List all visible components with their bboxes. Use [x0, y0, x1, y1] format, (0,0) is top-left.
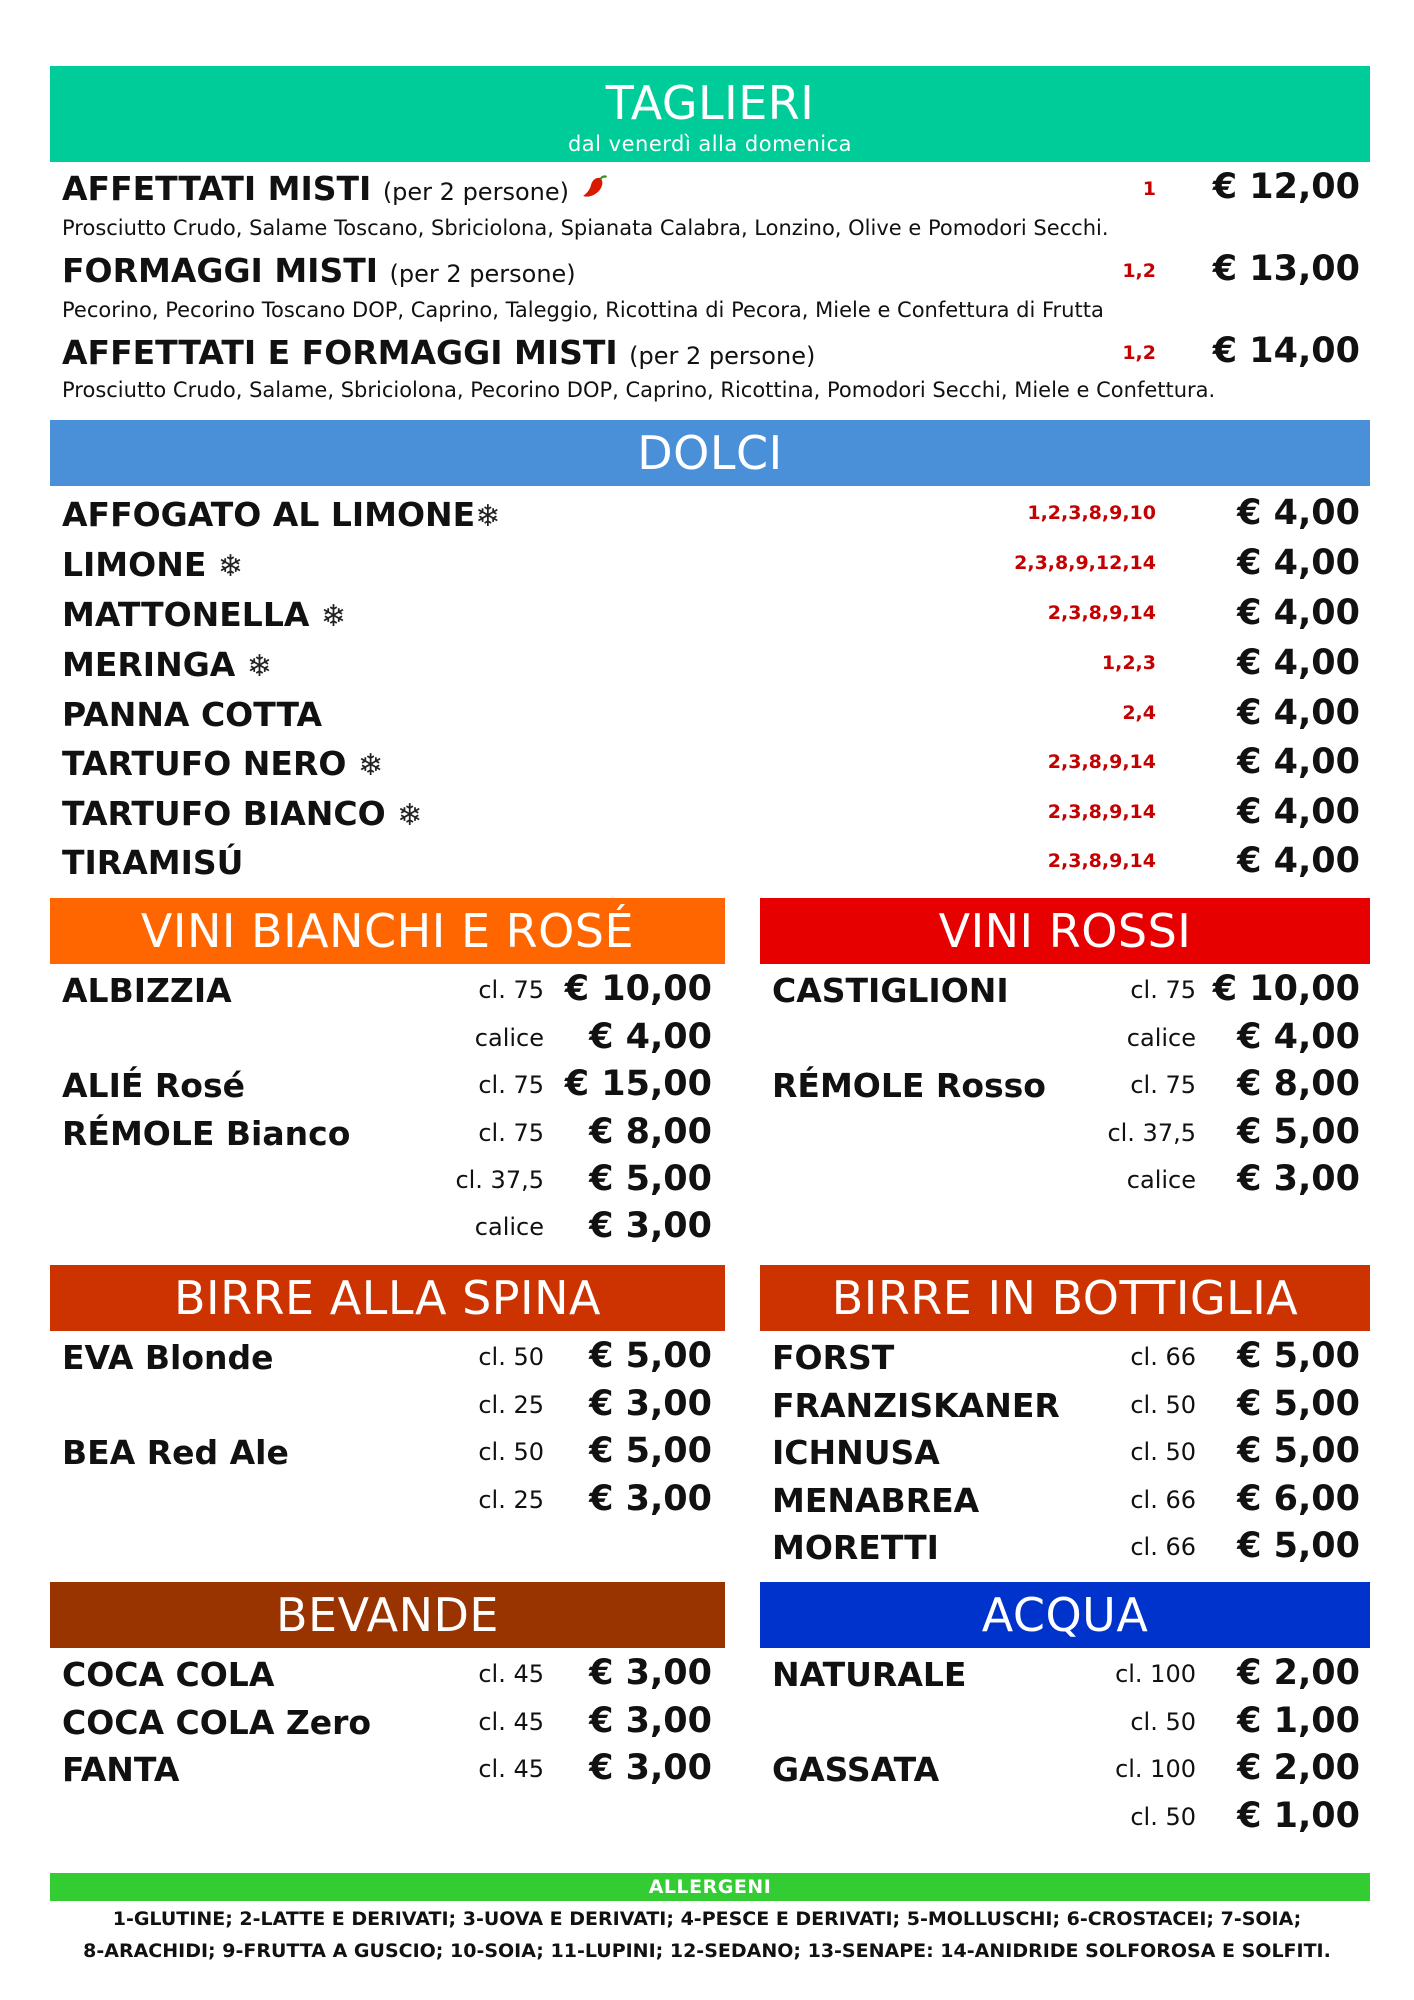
allergen-codes: 1,2,3,8,9,10 [1027, 502, 1156, 524]
wine-name: RÉMOLE Bianco [62, 1114, 351, 1153]
water-size: cl. 50 [1130, 1803, 1196, 1831]
wine-price: € 5,00 [1237, 1112, 1360, 1152]
bevande-header [50, 1582, 725, 1648]
beer-price: € 5,00 [1237, 1384, 1360, 1424]
item-price: € 14,00 [1212, 331, 1360, 371]
allergen-codes: 1,2 [1122, 342, 1156, 364]
drink-price: € 3,00 [589, 1748, 712, 1788]
item-note: (per 2 persone) [389, 260, 576, 288]
beer-name: FRANZISKANER [772, 1386, 1060, 1425]
beer-price: € 6,00 [1237, 1479, 1360, 1519]
drink-size: cl. 45 [478, 1755, 544, 1783]
item-price: € 4,00 [1237, 493, 1360, 533]
menu-item-name [62, 794, 423, 833]
drink-size: cl. 45 [478, 1660, 544, 1688]
vini-rossi-list [740, 968, 1414, 1218]
item-price: € 4,00 [1237, 792, 1360, 832]
birre-spina-header [50, 1265, 725, 1331]
water-price: € 2,00 [1237, 1653, 1360, 1693]
birre-bottiglia-title: BIRRE IN BOTTIGLIA [831, 1271, 1299, 1325]
item-title: TARTUFO NERO [62, 744, 347, 783]
allergen-legend-line: 8-ARACHIDI; 9-FRUTTA A GUSCIO; 10-SOIA; 11-LUPINI; 12-SEDANO; 13-SENAPE: 14-ANIDRIDE SOLFOROSA E SOLFITI. [83, 1940, 1331, 1962]
wine-name: ALBIZZIA [62, 971, 232, 1010]
snowflake-icon: ❄ [475, 499, 501, 534]
taglieri-subtitle: dal venerdì alla domenica [567, 132, 853, 156]
wine-price: € 5,00 [589, 1159, 712, 1199]
birre-bottiglia-list [740, 1335, 1414, 1585]
beer-name: ICHNUSA [772, 1433, 940, 1472]
allergeni-header [50, 1873, 1370, 1901]
acqua-header [760, 1582, 1370, 1648]
beer-price: € 3,00 [589, 1384, 712, 1424]
wine-size: cl. 75 [478, 1071, 544, 1099]
dolci-title: DOLCI [637, 426, 783, 480]
drink-size: cl. 45 [478, 1708, 544, 1736]
beer-price: € 5,00 [1237, 1431, 1360, 1471]
item-price: € 13,00 [1212, 249, 1360, 289]
drink-price: € 3,00 [589, 1701, 712, 1741]
beer-price: € 5,00 [589, 1336, 712, 1376]
water-price: € 1,00 [1237, 1796, 1360, 1836]
item-title: FORMAGGI MISTI [62, 251, 378, 290]
item-price: € 4,00 [1237, 643, 1360, 683]
allergen-codes: 1,2,3 [1101, 652, 1156, 674]
beer-price: € 5,00 [1237, 1526, 1360, 1566]
drink-name: COCA COLA [62, 1655, 275, 1694]
wine-name: ALIÉ Rosé [62, 1066, 245, 1105]
beer-size: cl. 66 [1130, 1533, 1196, 1561]
item-title: LIMONE [62, 545, 207, 584]
beer-size: cl. 66 [1130, 1486, 1196, 1514]
menu-item-name [62, 595, 347, 634]
snowflake-icon: ❄ [217, 549, 243, 584]
item-title: AFFETTATI MISTI [62, 169, 372, 208]
vini-bianchi-list [0, 968, 740, 1258]
allergen-codes: 2,3,8,9,12,14 [1014, 552, 1156, 574]
water-size: cl. 50 [1130, 1708, 1196, 1736]
item-note: (per 2 persone) [382, 178, 569, 206]
beer-name: BEA Red Ale [62, 1433, 289, 1472]
beer-price: € 3,00 [589, 1479, 712, 1519]
menu-item-name [62, 695, 322, 734]
drink-name: FANTA [62, 1750, 180, 1789]
wine-name: CASTIGLIONI [772, 971, 1009, 1010]
beer-name: EVA Blonde [62, 1338, 274, 1377]
item-price: € 4,00 [1237, 841, 1360, 881]
item-title: PANNA COTTA [62, 695, 322, 734]
menu-item-name [62, 169, 610, 208]
item-description: Pecorino, Pecorino Toscano DOP, Caprino, Taleggio, Ricottina di Pecora, Miele e Confettura di Frutta [62, 298, 1104, 322]
vini-bianchi-title: VINI BIANCHI E ROSÉ [140, 904, 635, 958]
menu-item-name [62, 645, 272, 684]
water-size: cl. 100 [1115, 1660, 1196, 1688]
item-price: € 4,00 [1237, 593, 1360, 633]
chili-pepper-icon [580, 173, 610, 208]
beer-size: cl. 25 [478, 1391, 544, 1419]
beer-size: cl. 50 [1130, 1438, 1196, 1466]
beer-size: cl. 50 [478, 1438, 544, 1466]
beer-size: cl. 66 [1130, 1343, 1196, 1371]
acqua-title: ACQUA [981, 1588, 1149, 1642]
wine-size: cl. 75 [1130, 976, 1196, 1004]
item-description: Prosciutto Crudo, Salame Toscano, Sbriciolona, Spianata Calabra, Lonzino, Olive e Pomodori Secchi. [62, 216, 1109, 240]
dolci-list [0, 490, 1414, 890]
beer-size: cl. 50 [478, 1343, 544, 1371]
menu-item-name [62, 495, 501, 534]
item-title: MATTONELLA [62, 595, 310, 634]
menu-item-name [62, 744, 384, 783]
wine-price: € 8,00 [589, 1112, 712, 1152]
taglieri-list [0, 162, 1414, 412]
allergen-codes: 2,3,8,9,14 [1047, 751, 1156, 773]
vini-rossi-header [760, 898, 1370, 964]
menu-item-name [62, 843, 244, 882]
vini-bianchi-header [50, 898, 725, 964]
beer-price: € 5,00 [589, 1431, 712, 1471]
snowflake-icon: ❄ [357, 748, 384, 783]
allergen-legend-line: 1-GLUTINE; 2-LATTE E DERIVATI; 3-UOVA E DERIVATI; 4-PESCE E DERIVATI; 5-MOLLUSCHI; 6-CROSTACEI; 7-SOIA; [112, 1908, 1302, 1930]
item-title: AFFETTATI E FORMAGGI MISTI [62, 333, 618, 372]
water-size: cl. 100 [1115, 1755, 1196, 1783]
drink-price: € 3,00 [589, 1653, 712, 1693]
menu-item-name [62, 333, 816, 372]
wine-size: calice [1126, 1024, 1196, 1052]
item-price: € 4,00 [1237, 543, 1360, 583]
birre-spina-title: BIRRE ALLA SPINA [174, 1271, 601, 1325]
allergen-codes: 1,2 [1122, 260, 1156, 282]
item-title: MERINGA [62, 645, 236, 684]
item-price: € 4,00 [1237, 742, 1360, 782]
drink-name: COCA COLA Zero [62, 1703, 372, 1742]
item-title: TIRAMISÚ [62, 843, 244, 882]
item-description: Prosciutto Crudo, Salame, Sbriciolona, Pecorino DOP, Caprino, Ricottina, Pomodori Secchi, Miele e Confettura. [62, 378, 1216, 402]
wine-price: € 3,00 [1237, 1159, 1360, 1199]
wine-name: RÉMOLE Rosso [772, 1066, 1046, 1105]
wine-size: cl. 75 [478, 976, 544, 1004]
beer-price: € 5,00 [1237, 1336, 1360, 1376]
wine-size: calice [474, 1213, 544, 1241]
allergen-codes: 2,3,8,9,14 [1047, 602, 1156, 624]
water-name: NATURALE [772, 1655, 967, 1694]
wine-price: € 10,00 [1212, 969, 1360, 1009]
wine-size: cl. 37,5 [1107, 1119, 1196, 1147]
beer-size: cl. 25 [478, 1486, 544, 1514]
beer-name: FORST [772, 1338, 895, 1377]
wine-size: calice [474, 1024, 544, 1052]
wine-size: cl. 75 [478, 1119, 544, 1147]
wine-price: € 4,00 [1237, 1017, 1360, 1057]
wine-size: cl. 37,5 [455, 1166, 544, 1194]
water-name: GASSATA [772, 1750, 940, 1789]
bevande-title: BEVANDE [275, 1588, 499, 1642]
wine-size: calice [1126, 1166, 1196, 1194]
item-title: AFFOGATO AL LIMONE [62, 495, 476, 534]
snowflake-icon: ❄ [246, 649, 272, 684]
wine-price: € 3,00 [589, 1206, 712, 1246]
beer-name: MORETTI [772, 1528, 939, 1567]
allergeni-title: ALLERGENI [648, 1876, 772, 1898]
water-price: € 1,00 [1237, 1701, 1360, 1741]
item-price: € 4,00 [1237, 693, 1360, 733]
snowflake-icon: ❄ [320, 599, 347, 634]
allergen-codes: 1 [1142, 178, 1156, 200]
menu-item-name [62, 545, 243, 584]
beer-name: MENABREA [772, 1481, 980, 1520]
wine-size: cl. 75 [1130, 1071, 1196, 1099]
wine-price: € 8,00 [1237, 1064, 1360, 1104]
beer-size: cl. 50 [1130, 1391, 1196, 1419]
menu-item-name [62, 251, 576, 290]
item-title: TARTUFO BIANCO [62, 794, 386, 833]
water-price: € 2,00 [1237, 1748, 1360, 1788]
birre-bottiglia-header [760, 1265, 1370, 1331]
taglieri-header [50, 66, 1370, 162]
snowflake-icon: ❄ [397, 798, 423, 833]
item-note: (per 2 persone) [629, 342, 816, 370]
allergen-codes: 2,3,8,9,14 [1047, 850, 1156, 872]
wine-price: € 4,00 [589, 1017, 712, 1057]
allergen-codes: 2,4 [1122, 702, 1156, 724]
allergen-codes: 2,3,8,9,14 [1047, 801, 1156, 823]
acqua-list [740, 1652, 1414, 1852]
dolci-header [50, 420, 1370, 486]
item-price: € 12,00 [1212, 167, 1360, 207]
bevande-list [0, 1652, 740, 1802]
vini-rossi-title: VINI ROSSI [938, 904, 1192, 958]
wine-price: € 10,00 [564, 969, 712, 1009]
taglieri-title: TAGLIERI [605, 76, 815, 130]
birre-spina-list [0, 1335, 740, 1535]
wine-price: € 15,00 [564, 1064, 712, 1104]
